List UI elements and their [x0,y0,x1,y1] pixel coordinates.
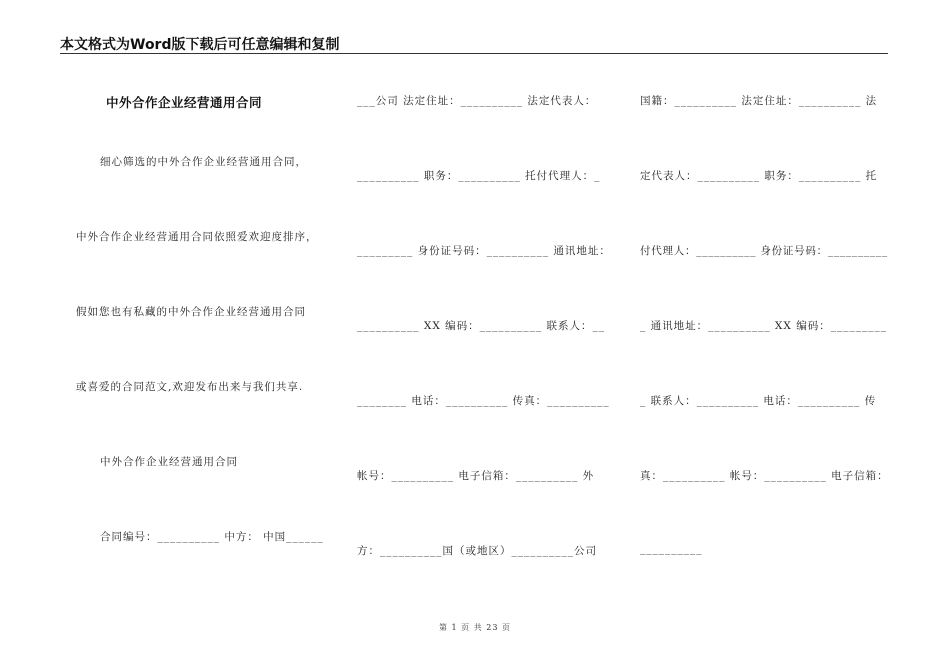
intro-line-4: 或喜爱的合同范文,欢迎发布出来与我们共享. [76,381,304,393]
intro-line-1: 细心筛选的中外合作企业经营通用合同， [100,156,307,168]
mid-line-6: 帐号：__________ 电子信箱：__________ 外 [357,470,595,482]
right-line-7: __________ [640,543,703,555]
page-number: 第 1 页 共 23 页 [439,623,511,632]
mid-line-2: __________ 职务：__________ 托付代理人：_ [357,170,601,182]
mid-line-7: 方：__________国（或地区）__________公司 [357,545,597,557]
right-line-1: 国籍：__________ 法定住址：__________ 法 [640,95,878,107]
intro-line-3: 假如您也有私藏的中外合作企业经营通用合同 [76,306,306,318]
header-divider [60,53,888,54]
right-line-5: _ 联系人：__________ 电话：__________ 传 [640,395,877,407]
mid-line-1: ___公司 法定住址：__________ 法定代表人： [357,95,597,107]
contract-number-line: 合同编号：__________ 中方： 中国______ [100,531,324,543]
mid-line-4: __________ XX 编码：__________ 联系人：__ [357,320,605,332]
mid-line-3: _________ 身份证号码：__________ 通讯地址： [357,245,611,257]
contract-subtitle: 中外合作企业经营通用合同 [100,456,238,468]
contract-title: 中外合作企业经营通用合同 [106,95,263,110]
document-header-title: 本文格式为Word版下载后可任意编辑和复制 [60,37,340,53]
right-line-3: 付代理人：__________ 身份证号码：__________ [640,245,888,257]
right-line-4: _ 通讯地址：__________ XX 编码：_________ [640,320,887,332]
intro-line-2: 中外合作企业经营通用合同依照爱欢迎度排序， [76,231,318,243]
mid-line-5: ________ 电话：__________ 传真：__________ [357,395,610,407]
right-line-2: 定代表人：__________ 职务：__________ 托 [640,170,878,182]
right-line-6: 真：__________ 帐号：__________ 电子信箱： [640,470,889,482]
